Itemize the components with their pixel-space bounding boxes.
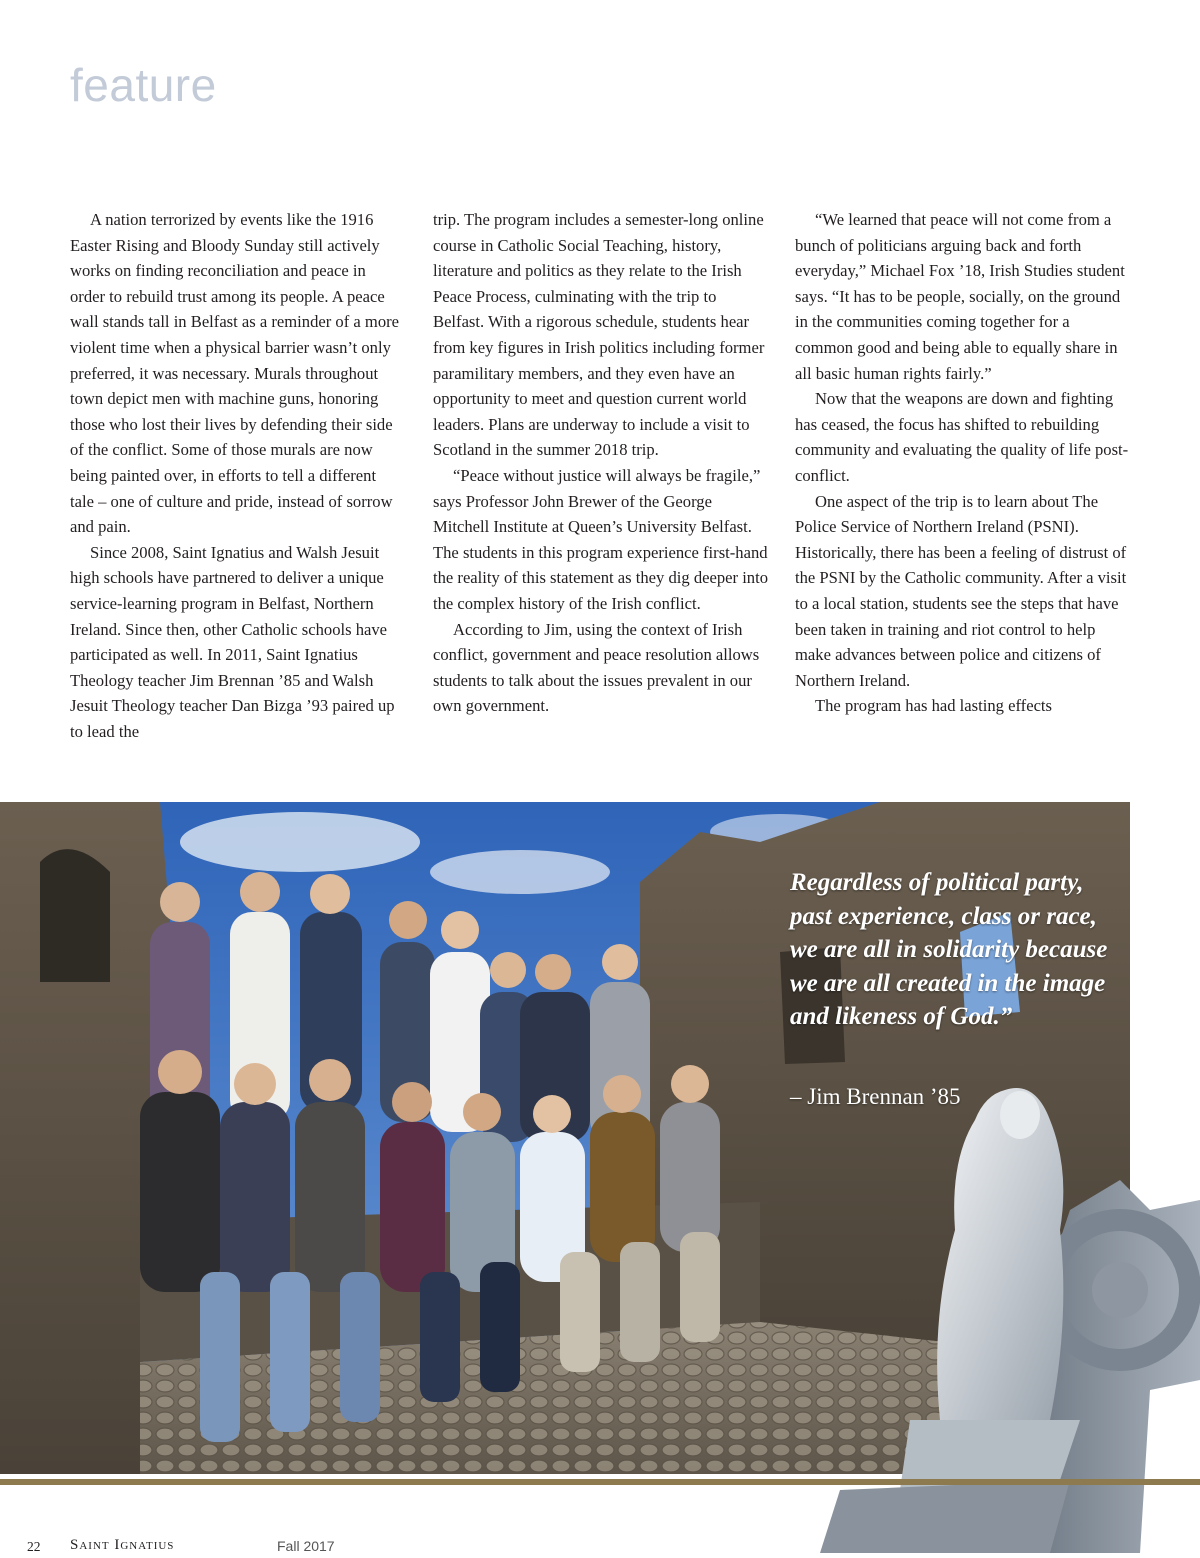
article-column-3 <box>795 207 1130 719</box>
paragraph: “We learned that peace will not come from a bunch of politicians arguing back and forth everyday,” Michael Fox ’18, Irish Studies student says. “It has to be people, socially, on the ground in the communities coming together for a common good and being able to equally share in all basic human rights fairly.” <box>795 210 1125 383</box>
issue-date: Fall 2017 <box>277 1538 335 1554</box>
paragraph: One aspect of the trip is to learn about The Police Service of Northern Ireland (PSNI). Historically, there has been a feeling of distrust of the PSNI by the Catholic community. After a visit to a local station, students see the steps that have been taken in training and riot control to help make advances between police and citizens of Northern Ireland. <box>795 491 1127 690</box>
paragraph: According to Jim, using the context of Irish conflict, government and peace resolution allows students to talk about the issues prevalent in our own government. <box>433 619 760 716</box>
article-column-2 <box>433 207 771 719</box>
section-label: feature <box>70 59 217 111</box>
paragraph: The program has had lasting effects <box>815 696 1052 716</box>
paragraph: trip. The program includes a semester-long online course in Catholic Social Teaching, history, literature and politics as they relate to the Irish Peace Process, culminating with the trip to Belfast. With a rigorous schedule, students hear from key figures in Irish politics including former paramilitary members, and they even have an opportunity to meet and question current world leaders. Plans are underway to include a visit to Scotland in the summer 2018 trip. <box>433 210 765 460</box>
footer-rule <box>0 1479 1200 1485</box>
pull-quote: Regardless of political party, past experience, class or race, we are all in solidarity because we are all created in the image and likeness of God.” <box>790 869 1108 1030</box>
pull-quote-attribution: – Jim Brennan ’85 <box>790 1084 961 1109</box>
magazine-name: Saint Ignatius <box>70 1537 175 1553</box>
paragraph: Since 2008, Saint Ignatius and Walsh Jesuit high schools have partnered to deliver a unique service-learning program in Belfast, Northern Ireland. Since then, other Catholic schools have participated as well. In 2011, Saint Ignatius Theology teacher Jim Brennan ’85 and Walsh Jesuit Theology teacher Dan Bizga ’93 paired up to lead the <box>70 542 395 741</box>
paragraph: “Peace without justice will always be fragile,” says Professor John Brewer of the George Mitchell Institute at Queen’s University Belfast. The students in this program experience first-hand the reality of this statement as they dig deeper into the complex history of the Irish conflict. <box>433 465 769 613</box>
page-number: 22 <box>27 1539 41 1554</box>
paragraph: Now that the weapons are down and fighting has ceased, the focus has shifted to rebuilding community and evaluating the quality of life post-conflict. <box>795 389 1129 485</box>
article-column-1 <box>70 207 400 744</box>
paragraph: A nation terrorized by events like the 1916 Easter Rising and Bloody Sunday still actively works on finding reconciliation and peace in order to rebuild trust among its people. A peace wall stands tall in Belfast as a reminder of a more violent time when a physical barrier wasn’t only preferred, it was necessary. Murals throughout town depict men with machine guns, honoring those who lost their lives by defending their side of the conflict. Some of those murals are now being painted over, in efforts to tell a different tale – one of culture and pride, instead of sorrow and pain. <box>70 210 400 537</box>
